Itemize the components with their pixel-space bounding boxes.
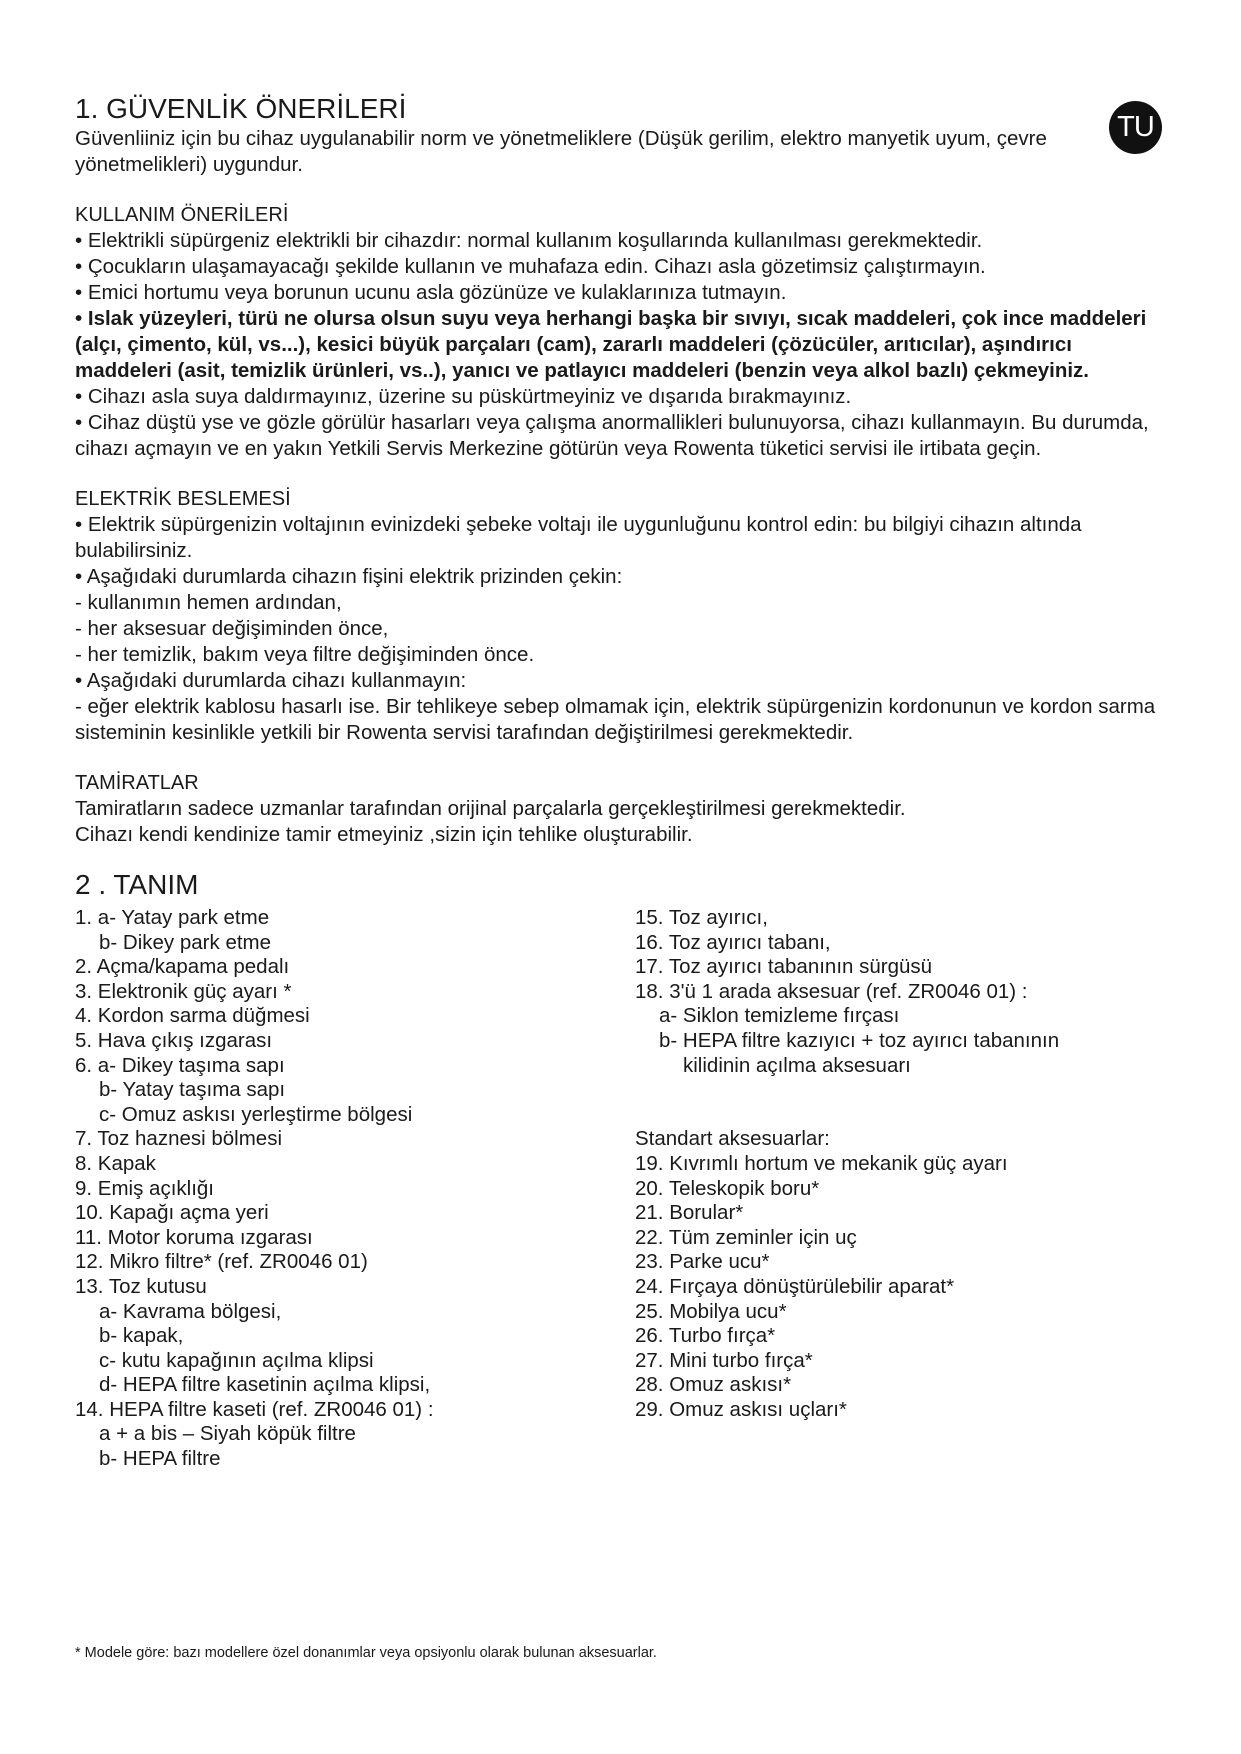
list-item: 16. Toz ayırıcı tabanı,: [635, 930, 831, 954]
list-item: a + a bis – Siyah köpük filtre: [99, 1422, 356, 1446]
list-item: c- Omuz askısı yerleştirme bölgesi: [99, 1102, 413, 1126]
list-item: 20. Teleskopik boru*: [635, 1176, 820, 1200]
electric-item: • Elektrik süpürgenizin voltajının evinizdeki şebeke voltajı ile uygunluğunu kontrol edin: bu bilgiyi cihazın altında bulabilirsiniz.: [75, 513, 1082, 562]
list-item: 7. Toz haznesi bölmesi: [75, 1127, 283, 1151]
list-item: 1. a- Yatay park etme: [75, 906, 270, 929]
footnote: * Modele göre: bazı modellere özel donanımlar veya opsiyonlu olarak bulunan aksesuarlar.: [75, 1645, 657, 1661]
list-item: 11. Motor koruma ızgarası: [75, 1225, 313, 1249]
list-item: b- HEPA filtre kazıyıcı + toz ayırıcı tabanının: [659, 1028, 1060, 1052]
repairs-item: Cihazı kendi kendinize tamir etmeyiniz ,sizin için tehlike oluşturabilir.: [75, 823, 693, 846]
parts-list-left: [75, 906, 635, 1472]
usage-item-warning: • Islak yüzeyleri, türü ne olursa olsun suyu veya herhangi başka bir sıvıyı, sıcak maddeleri, çok ince maddeleri (alçı, çimento, kül, vs...), kesici büyük parçaları (cam), zararlı maddeleri (çözücüler, arıtıcılar), aşındırıcı maddeleri (asit, temizlik ürünleri, vs..), yanıcı ve patlayıcı maddeleri (benzin veya alkol bazlı) çekmeyiniz.: [75, 307, 1147, 382]
list-item: 3. Elektronik güç ayarı *: [75, 979, 292, 1003]
electric-item: • Aşağıdaki durumlarda cihazı kullanmayın:: [75, 669, 467, 692]
section-1-intro: Güvenliiniz için bu cihaz uygulanabilir norm ve yönetmeliklere (Düşük gerilim, elektro manyetik uyum, çevre yönetmelikleri) uygundur.: [75, 127, 1047, 176]
list-item: c- kutu kapağının açılma klipsi: [99, 1348, 374, 1372]
list-item: b- kapak,: [99, 1324, 184, 1348]
usage-item: • Emici hortumu veya borunun ucunu asla gözünüze ve kulaklarınıza tutmayın.: [75, 281, 787, 304]
usage-title: KULLANIM ÖNERİLERİ: [75, 204, 289, 226]
parts-list: [75, 906, 1165, 1472]
list-item: 21. Borular*: [635, 1201, 744, 1225]
parts-list-right: [635, 906, 1155, 1472]
language-badge: TU: [1109, 101, 1162, 154]
list-item: 13. Toz kutusu: [75, 1274, 207, 1298]
list-item: 12. Mikro filtre* (ref. ZR0046 01): [75, 1250, 368, 1274]
list-spacer: [635, 1103, 1155, 1128]
list-item: 19. Kıvrımlı hortum ve mekanik güç ayarı: [635, 1151, 1008, 1175]
list-item: 2. Açma/kapama pedalı: [75, 955, 290, 979]
repairs-item: Tamiratların sadece uzmanlar tarafından orijinal parçalarla gerçekleştirilmesi gerekmektedir.: [75, 797, 906, 820]
list-item: b- Dikey park etme: [99, 930, 272, 954]
list-item: 6. a- Dikey taşıma sapı: [75, 1053, 285, 1077]
electric-title: ELEKTRİK BESLEMESİ: [75, 488, 291, 510]
list-item: 8. Kapak: [75, 1151, 156, 1175]
list-item: 27. Mini turbo fırça*: [635, 1348, 813, 1372]
usage-item: • Elektrikli süpürgeniz elektrikli bir cihazdır: normal kullanım koşullarında kullanılması gerekmektedir.: [75, 229, 983, 252]
list-item: 18. 3'ü 1 arada aksesuar (ref. ZR0046 01) :: [635, 979, 1028, 1003]
list-item: 23. Parke ucu*: [635, 1250, 770, 1274]
list-item: d- HEPA filtre kasetinin açılma klipsi,: [99, 1373, 431, 1397]
list-item: 24. Fırçaya dönüştürülebilir aparat*: [635, 1274, 955, 1298]
list-item: 25. Mobilya ucu*: [635, 1299, 787, 1323]
list-item: a- Siklon temizleme fırçası: [659, 1004, 900, 1028]
list-item: 26. Turbo fırça*: [635, 1324, 776, 1348]
list-item: a- Kavrama bölgesi,: [99, 1299, 282, 1323]
section-1-title: 1. GÜVENLİK ÖNERİLERİ: [75, 93, 407, 124]
list-item: 4. Kordon sarma düğmesi: [75, 1004, 310, 1028]
list-item: 14. HEPA filtre kaseti (ref. ZR0046 01) :: [75, 1397, 434, 1421]
electric-item: - kullanımın hemen ardından,: [75, 591, 342, 614]
usage-item: • Çocukların ulaşamayacağı şekilde kullanın ve muhafaza edin. Cihazı asla gözetimsiz çalıştırmayın.: [75, 255, 986, 278]
page-content: [75, 92, 1165, 1472]
list-item: 5. Hava çıkış ızgarası: [75, 1028, 273, 1052]
accessories-heading: Standart aksesuarlar:: [635, 1127, 830, 1151]
electric-item: - eğer elektrik kablosu hasarlı ise. Bir tehlikeye sebep olmamak için, elektrik süpürgenizin kordonunun ve kordon sarma sisteminin kesinlikle yetkili bir Rowenta servisi tarafından değiştirilmesi gerekmektedir.: [75, 695, 1156, 744]
list-item: 29. Omuz askısı uçları*: [635, 1397, 847, 1421]
list-item: 15. Toz ayırıcı,: [635, 906, 768, 929]
electric-item: - her aksesuar değişiminden önce,: [75, 617, 389, 640]
list-item: 28. Omuz askısı*: [635, 1373, 792, 1397]
list-item: 9. Emiş açıklığı: [75, 1176, 214, 1200]
list-item: b- Yatay taşıma sapı: [99, 1078, 286, 1102]
electric-item: • Aşağıdaki durumlarda cihazın fişini elektrik prizinden çekin:: [75, 565, 623, 588]
repairs-title: TAMİRATLAR: [75, 772, 199, 794]
list-spacer: [635, 1078, 1155, 1103]
usage-item: • Cihaz düştü yse ve gözle görülür hasarları veya çalışma anormallikleri bulunuyorsa, cihazı kullanmayın. Bu durumda, cihazı açmayın ve en yakın Yetkili Servis Merkezine götürün veya Rowenta tüketici servisi ile irtibata geçin.: [75, 411, 1149, 460]
list-item: kilidinin açılma aksesuarı: [683, 1053, 911, 1077]
list-item: 22. Tüm zeminler için uç: [635, 1225, 857, 1249]
electric-item: - her temizlik, bakım veya filtre değişiminden önce.: [75, 643, 535, 666]
usage-item: • Cihazı asla suya daldırmayınız, üzerine su püskürtmeyiniz ve dışarıda bırakmayınız.: [75, 385, 852, 408]
list-item: 17. Toz ayırıcı tabanının sürgüsü: [635, 955, 933, 979]
list-item: 10. Kapağı açma yeri: [75, 1201, 269, 1225]
list-item: b- HEPA filtre: [99, 1447, 221, 1471]
section-2-title: 2 . TANIM: [75, 869, 199, 900]
